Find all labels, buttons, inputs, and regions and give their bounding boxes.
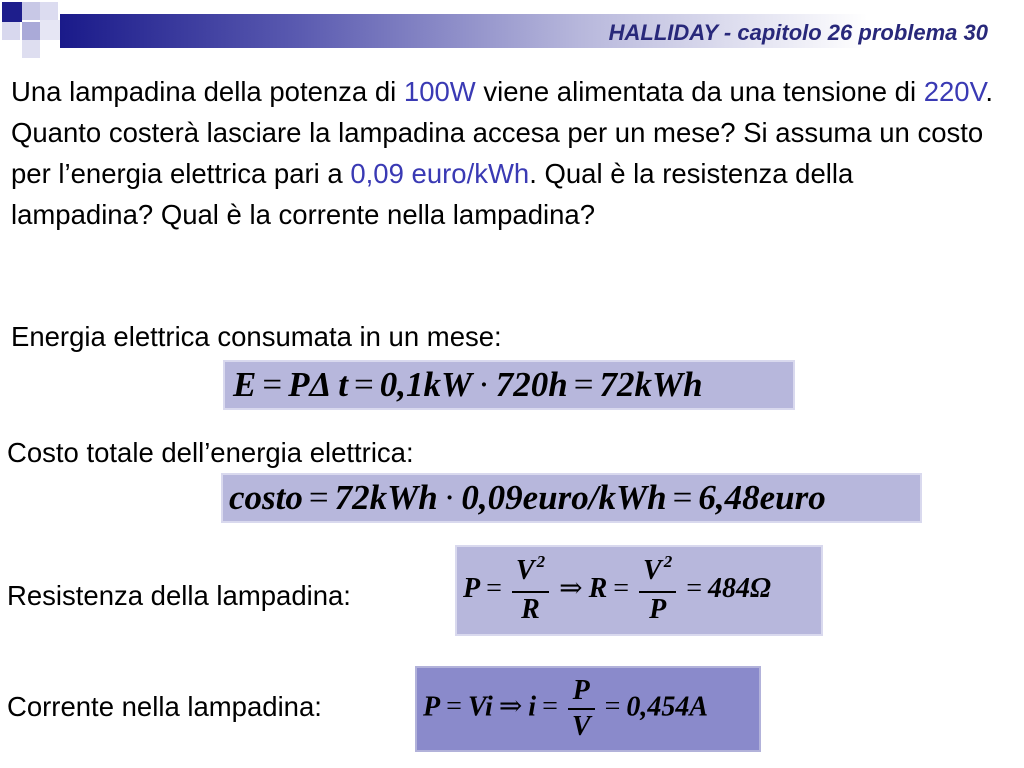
- eq-power-time: PΔ t: [288, 365, 348, 404]
- problem-text-2: viene alimentata da una tensione di: [475, 76, 924, 107]
- frac-num-v: V: [643, 555, 662, 586]
- energy-equation-box: [223, 360, 795, 410]
- power-value: 100W: [403, 76, 476, 107]
- eq-times: ·: [443, 478, 456, 517]
- voltage-value: 220V: [923, 76, 986, 107]
- current-label: Corrente nella lampadina:: [7, 691, 322, 722]
- frac-den-v: V: [571, 711, 591, 742]
- frac-num-v: V: [515, 555, 535, 586]
- eq-equals: =: [353, 365, 374, 404]
- eq-times: ·: [478, 365, 490, 404]
- implies-arrow: ⇒: [559, 572, 583, 604]
- eq-cost-symbol: costo: [229, 478, 303, 517]
- corner-decor: [0, 0, 60, 60]
- eq-cur-power: P: [423, 691, 441, 723]
- slide-header-title: HALLIDAY - capitolo 26 problema 30: [608, 20, 988, 45]
- eq-equals: =: [486, 572, 502, 604]
- eq-equals: =: [613, 572, 630, 604]
- frac-num-p: P: [572, 675, 590, 706]
- resistance-label: Resistenza della lampadina:: [7, 580, 351, 611]
- eq-equals: =: [573, 365, 594, 404]
- eq-energy-symbol: E: [233, 365, 257, 404]
- problem-text-1: Una lampadina della potenza di: [11, 76, 404, 107]
- eq-cur-vi: Vi: [467, 691, 493, 723]
- eq-res-r: R: [588, 572, 608, 604]
- eq-res-power: P: [463, 572, 481, 604]
- cost-equation: [229, 478, 826, 518]
- eq-cur-i: i: [528, 691, 537, 723]
- eq-equals: =: [308, 478, 329, 517]
- eq-cost-energy: 72kWh: [334, 478, 438, 517]
- problem-statement: [11, 71, 1001, 235]
- eq-equals: =: [604, 691, 621, 723]
- fraction-v2-over-p: [639, 554, 676, 627]
- eq-power-kw: 0,1kW: [379, 365, 473, 404]
- eq-cost-result: 6,48euro: [698, 478, 826, 517]
- energy-equation: [233, 365, 703, 405]
- frac-num-exp: 2: [663, 552, 673, 571]
- frac-den-r: R: [521, 594, 540, 625]
- fraction-p-over-v: [568, 674, 595, 744]
- eq-hours: 720h: [495, 365, 568, 404]
- implies-arrow: ⇒: [498, 691, 523, 723]
- fraction-v2-over-r: [512, 554, 549, 627]
- price-value: 0,09 euro/kWh: [350, 158, 530, 189]
- problem-text-4: . Qual è la resistenza della lampadina? Qual è la corrente nella lampadina?: [11, 158, 854, 230]
- frac-num-exp: 2: [536, 552, 546, 571]
- eq-equals: =: [542, 691, 558, 723]
- cost-label: Costo totale dell’energia elettrica:: [7, 437, 414, 468]
- energy-label: Energia elettrica consumata in un mese:: [11, 321, 502, 352]
- eq-equals: =: [672, 478, 693, 517]
- eq-res-result: 484Ω: [708, 572, 771, 604]
- frac-den-p: P: [649, 594, 667, 625]
- cost-equation-box: [221, 473, 922, 523]
- eq-cur-result: 0,454A: [626, 691, 709, 723]
- eq-equals: =: [262, 365, 283, 404]
- current-equation-box: [415, 666, 761, 752]
- resistance-equation: [463, 554, 771, 627]
- current-equation: [423, 674, 708, 744]
- eq-cost-price: 0,09euro/kWh: [461, 478, 667, 517]
- resistance-equation-box: [455, 545, 823, 636]
- problem-text-3: . Quanto costerà lasciare la lampadina accesa per un mese? Si assuma un costo per l’energia elettrica pari a: [11, 76, 994, 189]
- eq-equals: =: [446, 691, 462, 723]
- eq-energy-result: 72kWh: [599, 365, 703, 404]
- eq-equals: =: [686, 572, 703, 604]
